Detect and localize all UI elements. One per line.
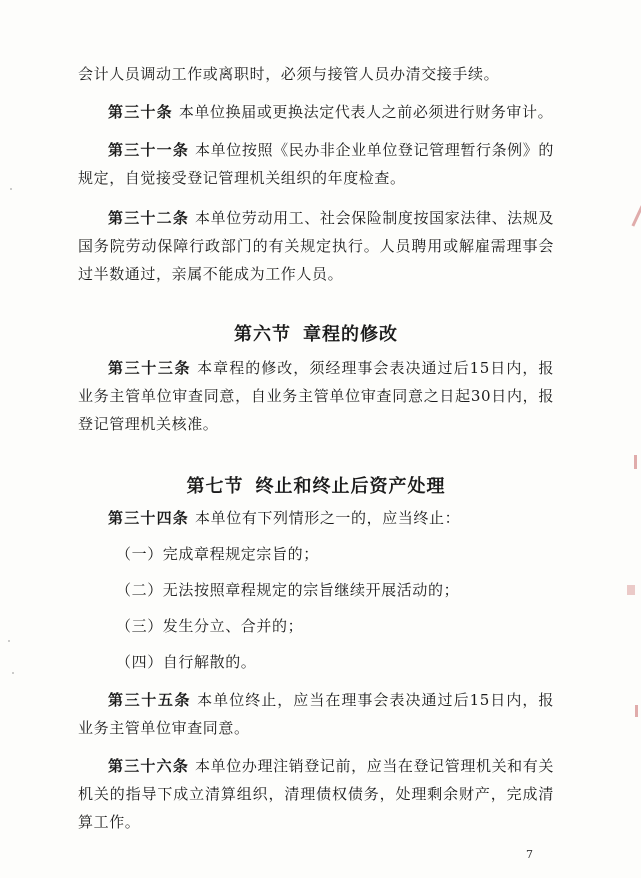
article-text: 本单位劳动用工、社会保险制度按国家法律、法规及国务院劳动保障行政部门的有关规定执行。人员聘用或解雇需理事会过半数通过，亲属不能成为工作人员。 bbox=[78, 209, 554, 283]
seal-fragment-low bbox=[627, 585, 635, 595]
article-text: 本单位按照《民办非企业单位登记管理暂行条例》的规定，自觉接受登记管理机关组织的年度检查。 bbox=[78, 141, 554, 187]
article-32 bbox=[78, 204, 554, 288]
paragraph-handover: 会计人员调动工作或离职时，必须与接管人员办清交接手续。 bbox=[78, 65, 500, 83]
scan-speck bbox=[8, 640, 10, 642]
article-text: 本章程的修改，须经理事会表决通过后15日内，报业务主管单位审查同意，自业务主管单位审查同意之日起30日内，报登记管理机关核准。 bbox=[78, 359, 554, 433]
list-item: （四）自行解散的。 bbox=[116, 653, 257, 671]
article-label: 第三十六条 bbox=[108, 757, 190, 775]
article-label: 第三十一条 bbox=[108, 141, 190, 159]
page-number: 7 bbox=[526, 848, 533, 861]
section-6-heading bbox=[78, 320, 554, 350]
list-item: （二）无法按照章程规定的宗旨继续开展活动的； bbox=[116, 581, 460, 599]
article-label: 第三十三条 bbox=[108, 359, 192, 377]
scan-speck bbox=[12, 672, 14, 674]
article-36 bbox=[78, 752, 554, 836]
document-body bbox=[78, 60, 554, 836]
section-7-heading bbox=[78, 472, 554, 502]
article-label: 第三十二条 bbox=[108, 209, 190, 227]
article-31 bbox=[78, 136, 554, 192]
seal-fragment-mid bbox=[634, 455, 637, 469]
section-title: 终止和终止后资产处理 bbox=[255, 476, 446, 497]
article-label: 第三十五条 bbox=[108, 691, 192, 709]
article-35 bbox=[78, 686, 554, 742]
article-33 bbox=[78, 354, 554, 438]
article-text: 本单位换届或更换法定代表人之前必须进行财务审计。 bbox=[178, 103, 554, 121]
list-item: （三）发生分立、合并的； bbox=[116, 617, 304, 635]
section-number: 第六节 bbox=[234, 324, 291, 345]
article-text: 本单位办理注销登记前，应当在登记管理机关和有关机关的指导下成立清算组织，清理债权债务，处理剩余财产，完成清算工作。 bbox=[78, 757, 554, 831]
article-text: 本单位终止，应当在理事会表决通过后15日内，报业务主管单位审查同意。 bbox=[78, 691, 554, 737]
section-title: 章程的修改 bbox=[303, 324, 398, 345]
seal-fragment-bottom bbox=[635, 705, 638, 717]
article-label: 第三十条 bbox=[108, 103, 173, 121]
list-item: （一）完成章程规定宗旨的； bbox=[116, 545, 319, 563]
article-text: 本单位有下列情形之一的，应当终止： bbox=[195, 509, 461, 527]
article-30 bbox=[78, 98, 554, 126]
seal-fragment-top bbox=[631, 205, 641, 226]
article-34 bbox=[78, 504, 554, 532]
section-number: 第七节 bbox=[186, 476, 244, 497]
article-label: 第三十四条 bbox=[108, 509, 190, 527]
scan-speck bbox=[10, 188, 12, 190]
